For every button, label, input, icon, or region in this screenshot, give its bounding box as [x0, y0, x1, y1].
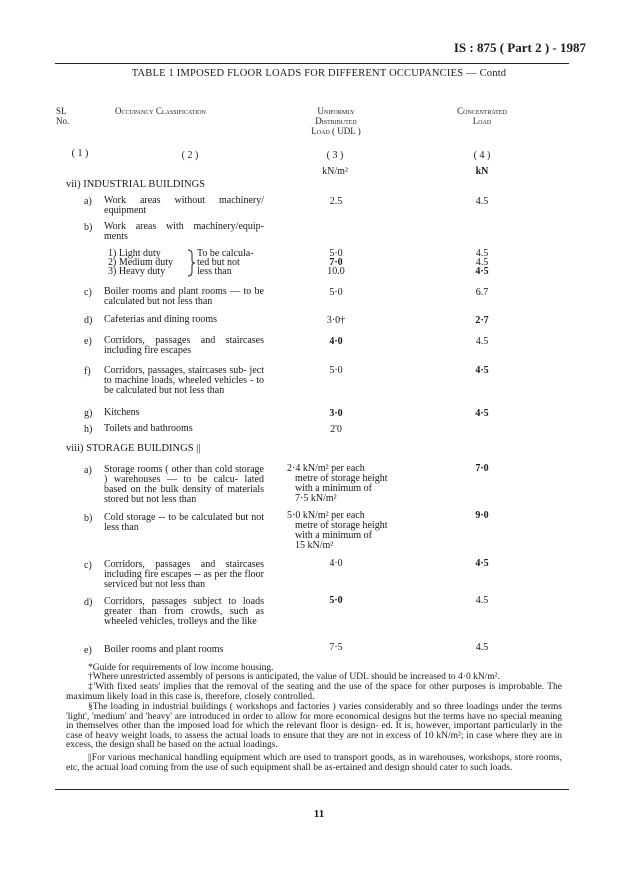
- col-number-1: ( 1 ): [71, 148, 89, 159]
- row-text: Corridors, passages, staircases sub- ject to machine loads, wheeled vehicles - to be calculated but not less than: [104, 365, 264, 396]
- footnote: ||For various mechanical handling equipment which are used to transport goods, as in warehouses, workshops, store rooms, etc, the actual load coming from the use of such equipment shall be as-ertained and design should cater to such loads.: [66, 753, 562, 773]
- row-conc: 6.7: [475, 287, 489, 298]
- footnote: *Guide for requirements of low income housing.: [88, 663, 274, 673]
- row-udl: 5·0: [329, 287, 343, 298]
- sub-item-udl: 7·0: [329, 257, 343, 268]
- sub-item-text: 2) Medium duty: [108, 257, 173, 268]
- row-udl: 3·0†: [326, 315, 346, 326]
- row-text: Corridors, passages and staircases including fire escapes -- as per the floor serviced but not less than: [104, 559, 264, 590]
- bottom-rule: [55, 789, 569, 790]
- row-text: Corridors, passages subject to loads greater than from crowds, such as wheeled vehicles, trolleys and the like: [104, 596, 264, 627]
- row-udl: 2'0: [330, 424, 342, 435]
- row-text: Boiler rooms and plant rooms: [104, 644, 224, 655]
- row-conc: 4.5: [475, 196, 489, 207]
- page-number: 11: [313, 808, 325, 820]
- row-text: Boiler rooms and plant rooms — to be calculated but not less than: [104, 286, 264, 307]
- row-text: Cold storage -- to be calculated but not less than: [104, 512, 264, 533]
- row-udl: 5·0: [329, 595, 343, 606]
- row-label: e): [84, 336, 92, 347]
- row-conc: 4.5: [475, 336, 489, 347]
- sub-item-conc: 4·5: [475, 266, 489, 277]
- unit-conc: kN: [475, 166, 489, 177]
- row-text: Kitchens: [104, 407, 140, 418]
- row-conc: 2·7: [475, 315, 489, 326]
- footnote: ‡'With fixed seats' implies that the removal of the seating and the use of the space for other purposes is improbable. The maximum likely load in this case is, therefore, closely controlled.: [66, 682, 562, 702]
- row-conc: 7·0: [475, 463, 489, 474]
- row-udl: 7·5: [329, 642, 343, 653]
- row-conc: 4·5: [475, 558, 489, 569]
- row-conc: 4.5: [475, 642, 489, 653]
- row-label: a): [84, 465, 92, 476]
- row-text: Work areas with machinery/equip- ments: [104, 221, 264, 242]
- sub-item-udl: 5·0: [329, 248, 343, 259]
- col-number-2: ( 2 ): [181, 150, 199, 161]
- row-text: Toilets and bathrooms: [104, 423, 193, 434]
- row-text: Cafeterias and dining rooms: [104, 314, 218, 325]
- footnote: †Where unrestricted assembly of persons is anticipated, the value of UDL should be increased to 4·0 kN/m².: [88, 672, 500, 682]
- row-udl: 4·0: [329, 558, 343, 569]
- row-label: c): [84, 287, 92, 298]
- col-header-sl: SL No.: [56, 106, 70, 126]
- brace-icon: [186, 249, 196, 277]
- col-header-udl: Uniformly Distributed Load ( UDL ): [311, 106, 361, 136]
- row-conc: 4·5: [475, 408, 489, 419]
- row-udl: 5·0: [329, 365, 343, 376]
- row-label: d): [84, 597, 93, 608]
- row-conc: 9·0: [475, 510, 489, 521]
- row-text: Corridors, passages and staircases including fire escapes: [104, 335, 264, 356]
- row-label: b): [84, 513, 93, 524]
- col-number-4: ( 4 ): [473, 150, 491, 161]
- sub-item-text: 1) Light duty: [108, 248, 161, 259]
- row-udl: 5·0 kN/m² per each metre of storage height with a minimum of 15 kN/m²: [287, 510, 388, 551]
- row-udl: 2·4 kN/m² per each metre of storage height with a minimum of 7·5 kN/m²: [287, 463, 388, 504]
- row-udl: 2.5: [329, 196, 343, 207]
- row-label: d): [84, 315, 93, 326]
- sub-item-conc: 4.5: [475, 248, 489, 259]
- row-text: Work areas without machinery/ equipment: [104, 195, 264, 216]
- row-conc: 4·5: [475, 365, 489, 376]
- standard-number: IS : 875 ( Part 2 ) - 1987: [453, 40, 586, 55]
- row-text: Storage rooms ( other than cold storage ) warehouses — to be calcu- lated based on the bulk density of materials stored but not less than: [104, 464, 264, 505]
- col-header-occupancy: Occupancy Classification: [115, 106, 206, 116]
- row-label: g): [84, 408, 93, 419]
- col-header-conc: Concentrated Load: [457, 106, 507, 126]
- row-label: f): [84, 366, 91, 377]
- unit-udl: kN/m²: [322, 166, 348, 177]
- brace-text: To be calcula- ted but not less than: [197, 248, 254, 277]
- row-label: c): [84, 560, 92, 571]
- sub-item-conc: 4.5: [475, 257, 489, 268]
- sub-item-udl: 10.0: [327, 266, 345, 277]
- section-title: vii) INDUSTRIAL BUILDINGS: [66, 179, 206, 190]
- top-rule: [55, 63, 569, 64]
- footnote: §The loading in industrial buildings ( workshops and factories ) varies considerably and so three loadings under the terms 'light', 'medium' and 'heavy' are introduced in order to allow for more economical designs but the terms have no special meaning in themselves other than the imposed load for which the relevant floor is design- ed. It is, however, important particularly in the case of heavy weight loads, to assess the actual loads to ensure that they are not in excess of 10 kN/m²; in case where they are in excess, the design shall be based on the actual loadings.: [66, 702, 562, 750]
- row-label: h): [84, 424, 93, 435]
- col-number-3: ( 3 ): [326, 150, 344, 161]
- row-label: b): [84, 222, 93, 233]
- row-label: a): [84, 196, 92, 207]
- table-title: TABLE 1 IMPOSED FLOOR LOADS FOR DIFFERENT OCCUPANCIES — Contd: [131, 68, 507, 79]
- row-udl: 4·0: [329, 336, 343, 347]
- row-label: e): [84, 645, 92, 656]
- section-title: viii) STORAGE BUILDINGS ||: [66, 443, 201, 454]
- row-udl: 3·0: [329, 408, 343, 419]
- sub-item-text: 3) Heavy duty: [108, 266, 166, 277]
- row-conc: 4.5: [475, 595, 489, 606]
